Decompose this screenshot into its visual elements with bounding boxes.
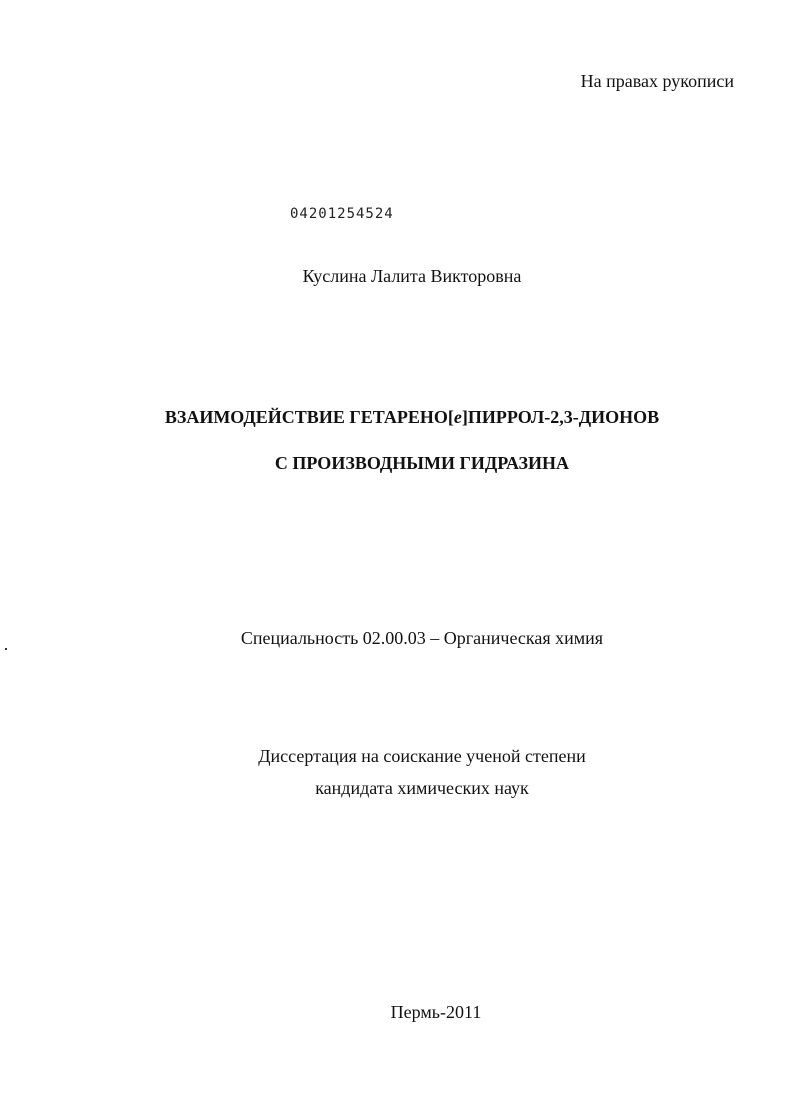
- title-line-1-start: ВЗАИМОДЕЙСТВИЕ ГЕТАРЕНО[: [164, 407, 454, 427]
- title-line-1-end: ]ПИРРОЛ-2,3-ДИОНОВ: [461, 407, 660, 427]
- city-year: Пермь-2011: [390, 1002, 482, 1022]
- author-name: Куслина Лалита Викторовна: [302, 266, 522, 286]
- dissertation-line-2: кандидата химических наук: [315, 778, 529, 798]
- title-line-1-italic: e: [453, 407, 462, 427]
- dissertation-line-1: Диссертация на соискание ученой степени: [258, 746, 586, 766]
- title-line-2: С ПРОИЗВОДНЫМИ ГИДРАЗИНА: [274, 453, 570, 473]
- specialty-line: Специальность 02.00.03 – Органическая химия: [240, 628, 604, 648]
- title-line-1: [16, 406, 792, 428]
- catalog-number: 04201254524: [290, 206, 394, 222]
- scan-speck: [5, 648, 7, 650]
- rights-note: На правах рукописи: [580, 71, 734, 91]
